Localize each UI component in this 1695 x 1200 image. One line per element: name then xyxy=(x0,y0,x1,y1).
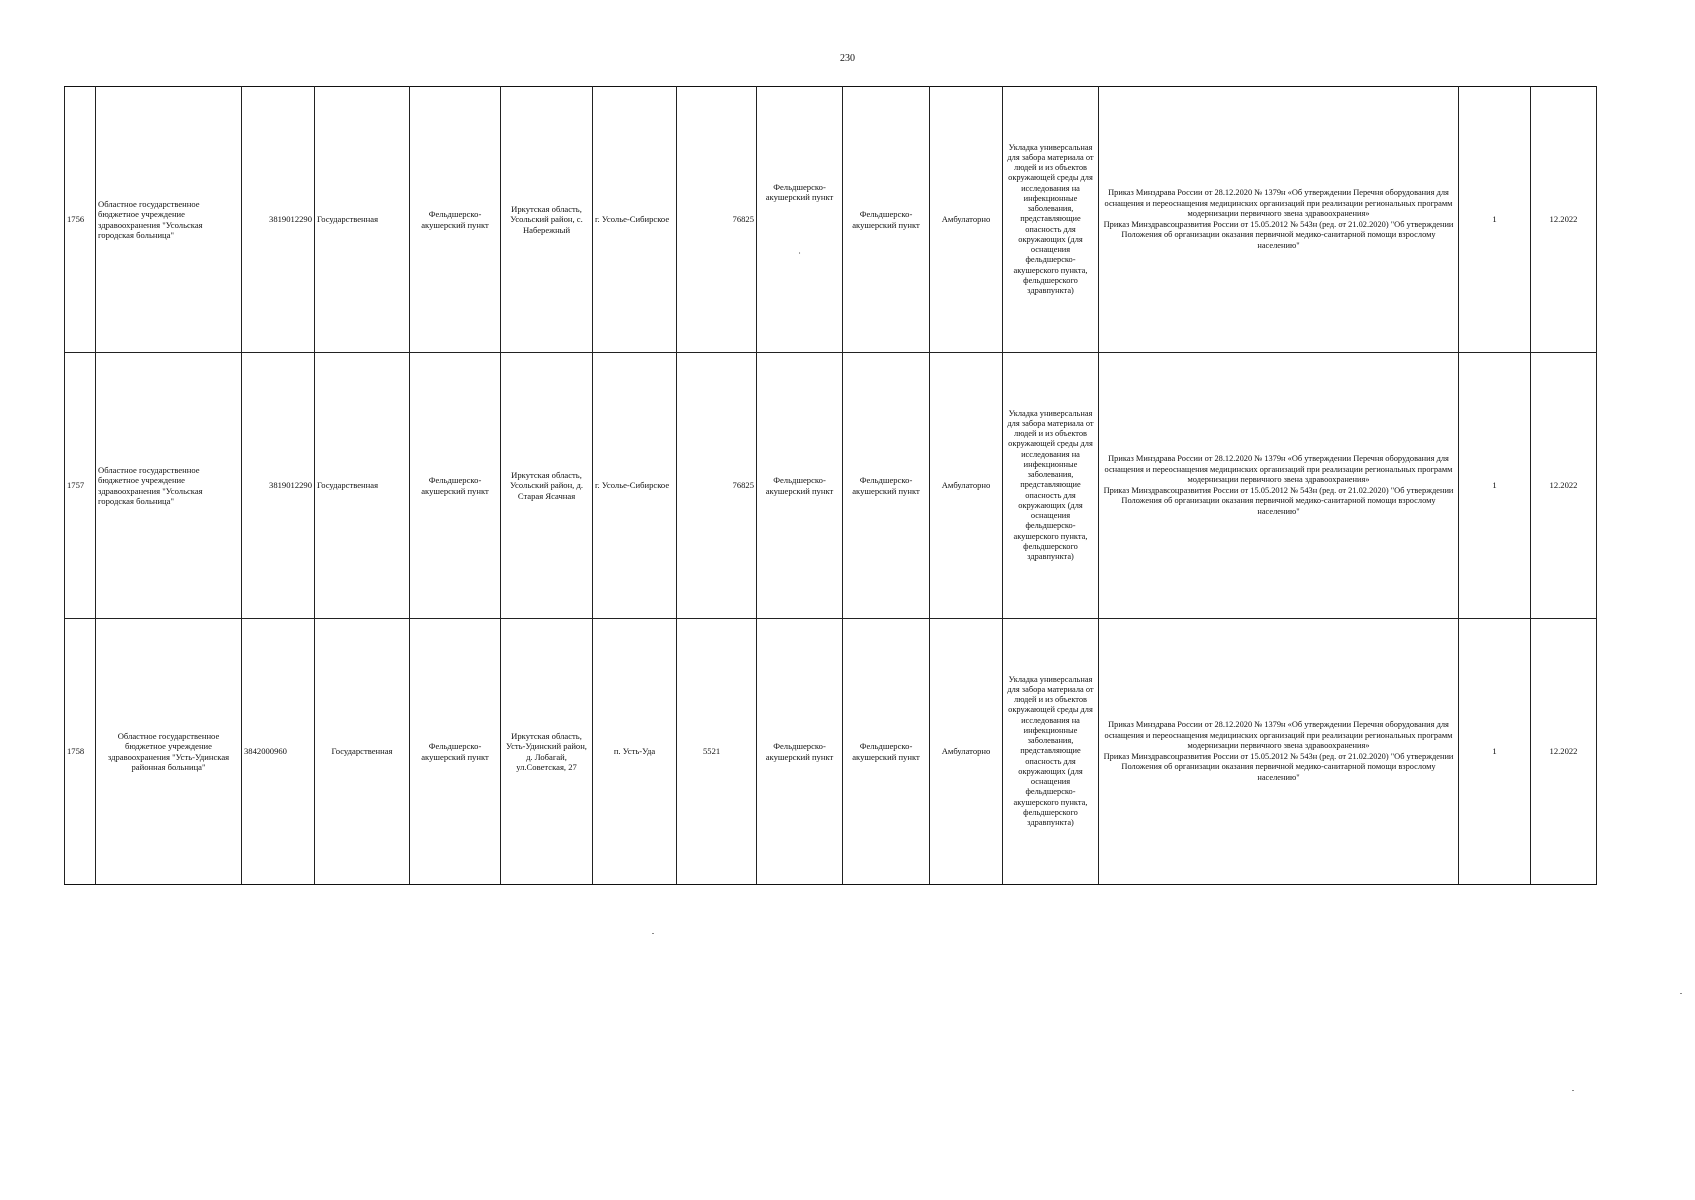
table-row xyxy=(65,87,1597,353)
equipment-cell: Укладка универсальная для забора материала от людей и из объектов окружающей среды для исследования на инфекционные заболевания, представляющие опасность для окружающих (для оснащения фельдшерско-акушерского пункта, фельдшерского здравпункта) xyxy=(1003,87,1099,353)
order-2-text: Приказ Минздравсоцразвития России от 15.05.2012 № 543н (ред. от 21.02.2020) "Об утверждении Положения об организации оказания первичной медико-санитарной помощи взрослому населению" xyxy=(1103,219,1454,250)
regulatory-orders-cell xyxy=(1099,87,1459,353)
inn-cell: 3842000960 xyxy=(242,619,315,885)
ownership-cell: Государственная xyxy=(315,87,410,353)
subdivision-profile-cell: Фельдшерско-акушерский пункт xyxy=(843,87,930,353)
address-cell: Иркутская область, Усть-Удинский район, д. Лобагай, ул.Советская, 27 xyxy=(501,619,593,885)
care-conditions-cell: Амбулаторно xyxy=(930,619,1003,885)
order-1-text: Приказ Минздрава России от 28.12.2020 № 1379н «Об утверждении Перечня оборудования для оснащения и переоснащения медицинских организаций при реализации региональных программ модернизации первичного звена здравоохранения» xyxy=(1104,454,1453,484)
inn-cell: 3819012290 xyxy=(242,87,315,353)
municipality-cell: г. Усолье-Сибирское xyxy=(593,353,677,619)
ownership-cell: Государственная xyxy=(315,619,410,885)
municipality-cell: г. Усолье-Сибирское xyxy=(593,87,677,353)
row-index-cell: 1758 xyxy=(65,619,96,885)
stray-mark: · xyxy=(798,247,801,258)
institution-cell: Областное государственное бюджетное учреждение здравоохранения "Усольская городская больница" xyxy=(96,87,242,353)
row-index-cell: 1757 xyxy=(65,353,96,619)
date-cell: 12.2022 xyxy=(1531,87,1597,353)
subdivision-profile-cell: Фельдшерско-акушерский пункт xyxy=(843,353,930,619)
care-conditions-cell: Амбулаторно xyxy=(930,87,1003,353)
unit-type-cell: Фельдшерско-акушерский пункт xyxy=(410,87,501,353)
equipment-registry-table xyxy=(64,86,1597,885)
regulatory-orders-cell xyxy=(1099,353,1459,619)
subdivision-profile-cell: Фельдшерско-акушерский пункт xyxy=(843,619,930,885)
order-1-text: Приказ Минздрава России от 28.12.2020 № 1379н «Об утверждении Перечня оборудования для оснащения и переоснащения медицинских организаций при реализации региональных программ модернизации первичного звена здравоохранения» xyxy=(1104,720,1453,750)
page-number: 230 xyxy=(840,53,855,64)
quantity-cell: 1 xyxy=(1459,619,1531,885)
institution-cell: Областное государственное бюджетное учреждение здравоохранения "Усольская городская больница" xyxy=(96,353,242,619)
address-cell: Иркутская область, Усольский район, с. Набережный xyxy=(501,87,593,353)
subdivision-cell: Фельдшерско-акушерский пункт xyxy=(757,619,843,885)
population-cell: 76825 xyxy=(677,353,757,619)
subdivision-text: Фельдшерско-акушерский пункт xyxy=(765,181,834,203)
order-2-text: Приказ Минздравсоцразвития России от 15.05.2012 № 543н (ред. от 21.02.2020) "Об утверждении Положения об организации оказания первичной медико-санитарной помощи взрослому населению" xyxy=(1103,485,1454,516)
scan-speck xyxy=(652,933,654,934)
care-conditions-cell: Амбулаторно xyxy=(930,353,1003,619)
table-row xyxy=(65,353,1597,619)
address-cell: Иркутская область, Усольский район, д. Старая Ясачная xyxy=(501,353,593,619)
inn-cell: 3819012290 xyxy=(242,353,315,619)
municipality-cell: п. Усть-Уда xyxy=(593,619,677,885)
order-2-text: Приказ Минздравсоцразвития России от 15.05.2012 № 543н (ред. от 21.02.2020) "Об утверждении Положения об организации оказания первичной медико-санитарной помощи взрослому населению" xyxy=(1103,751,1454,782)
date-cell: 12.2022 xyxy=(1531,619,1597,885)
date-cell: 12.2022 xyxy=(1531,353,1597,619)
row-index-cell: 1756 xyxy=(65,87,96,353)
unit-type-cell: Фельдшерско-акушерский пункт xyxy=(410,353,501,619)
order-1-text: Приказ Минздрава России от 28.12.2020 № 1379н «Об утверждении Перечня оборудования для оснащения и переоснащения медицинских организаций при реализации региональных программ модернизации первичного звена здравоохранения» xyxy=(1104,188,1453,218)
equipment-cell: Укладка универсальная для забора материала от людей и из объектов окружающей среды для исследования на инфекционные заболевания, представляющие опасность для окружающих (для оснащения фельдшерско-акушерского пункта, фельдшерского здравпункта) xyxy=(1003,619,1099,885)
institution-cell: Областное государственное бюджетное учреждение здравоохранения "Усть-Удинская районная больница" xyxy=(96,619,242,885)
ownership-cell: Государственная xyxy=(315,353,410,619)
equipment-cell: Укладка универсальная для забора материала от людей и из объектов окружающей среды для исследования на инфекционные заболевания, представляющие опасность для окружающих (для оснащения фельдшерско-акушерского пункта, фельдшерского здравпункта) xyxy=(1003,353,1099,619)
regulatory-orders-cell xyxy=(1099,619,1459,885)
quantity-cell: 1 xyxy=(1459,87,1531,353)
quantity-cell: 1 xyxy=(1459,353,1531,619)
subdivision-cell: Фельдшерско-акушерский пункт xyxy=(757,353,843,619)
scan-speck xyxy=(1572,1090,1574,1091)
scan-speck xyxy=(1680,993,1682,994)
table-row xyxy=(65,619,1597,885)
subdivision-cell xyxy=(757,87,843,353)
population-cell: 5521 xyxy=(677,619,757,885)
population-cell: 76825 xyxy=(677,87,757,353)
unit-type-cell: Фельдшерско-акушерский пункт xyxy=(410,619,501,885)
